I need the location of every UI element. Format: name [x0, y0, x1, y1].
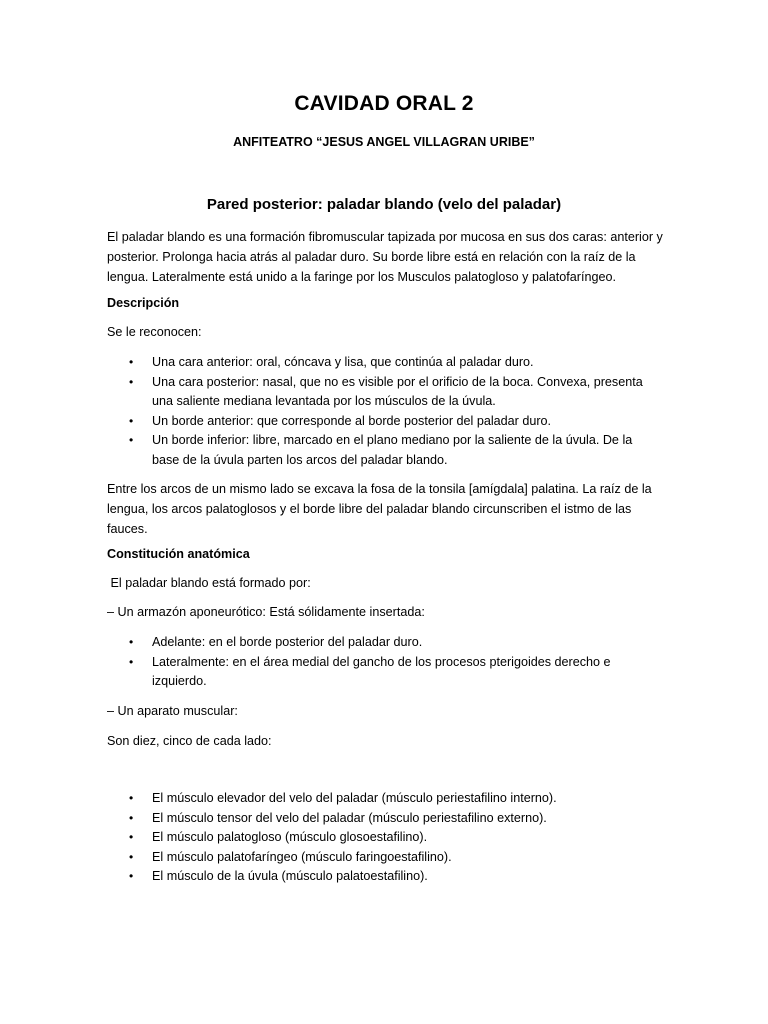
list-item-text: El músculo palatofaríngeo (músculo faringoestafilino).: [152, 849, 452, 864]
list-item: [107, 653, 652, 692]
list-item-text: El músculo tensor del velo del paladar (músculo periestafilino externo).: [152, 810, 547, 825]
descripcion-heading: Descripción: [107, 296, 180, 310]
section-heading: Pared posterior: paladar blando (velo del paladar): [206, 196, 562, 213]
bullet-icon: •: [129, 849, 134, 864]
page-subtitle: ANFITEATRO “JESUS ANGEL VILLAGRAN URIBE”: [233, 135, 535, 149]
bullet-icon: •: [129, 413, 134, 428]
arcos-paragraph: Entre los arcos de un mismo lado se excava la fosa de la tonsila [amígdala] palatina. La raíz de la lengua, los arcos palatoglosos y el borde libre del paladar blando circunscriben el istmo de las fauces.: [107, 482, 652, 536]
list-item-text: Un borde inferior: libre, marcado en el plano mediano por la saliente de la úvula. De la base de la úvula parten los arcos del paladar blando.: [152, 433, 633, 467]
bullet-icon: •: [129, 869, 134, 883]
list-item-text: Una cara anterior: oral, cóncava y lisa, que continúa al paladar duro.: [152, 355, 534, 369]
list-item: [107, 373, 652, 412]
list-item: [107, 828, 652, 848]
list-item-text: Una cara posterior: nasal, que no es visible por el orificio de la boca. Convexa, presenta una saliente mediana levantada por los músculos de la úvula.: [152, 374, 643, 408]
list-item: [107, 353, 652, 373]
bullet-icon: •: [129, 791, 134, 805]
list-item: [107, 809, 652, 829]
list-item-text: Lateralmente: en el área medial del gancho de los procesos pterigoides derecho e izquierdo.: [152, 654, 611, 688]
list-item: [107, 789, 652, 809]
bullet-icon: •: [129, 654, 134, 669]
list-item: [107, 431, 652, 470]
aparato-line: – Un aparato muscular:: [107, 704, 238, 718]
descripcion-list: [107, 353, 652, 470]
list-item: [107, 633, 652, 653]
formado-por-text: El paladar blando está formado por:: [107, 576, 311, 590]
musculos-list: [107, 789, 652, 887]
armazon-list: [107, 633, 652, 692]
list-item-text: El músculo palatogloso (músculo glosoestafilino).: [152, 830, 428, 844]
son-diez-text: Son diez, cinco de cada lado:: [107, 734, 272, 748]
bullet-icon: •: [129, 830, 134, 844]
list-item: [107, 412, 652, 432]
se-le-reconocen-text: Se le reconocen:: [107, 325, 202, 339]
armazon-line: – Un armazón aponeurótico: Está sólidamente insertada:: [107, 605, 425, 619]
page-title: CAVIDAD ORAL 2: [294, 92, 474, 115]
bullet-icon: •: [129, 355, 134, 369]
list-item-text: El músculo elevador del velo del paladar (músculo periestafilino interno).: [152, 791, 557, 805]
list-item: [107, 867, 652, 887]
bullet-icon: •: [129, 374, 134, 389]
bullet-icon: •: [129, 433, 134, 447]
intro-paragraph: El paladar blando es una formación fibromuscular tapizada por mucosa en sus dos caras: anterior y posterior. Prolonga hacia atrás al paladar duro. Su borde libre está en relación con la raíz de la lengua. Lateralmente está unido a la faringe por los Musculos palatogloso y palatofaríngeo.: [107, 230, 663, 284]
bullet-icon: •: [129, 810, 134, 825]
list-item-text: Adelante: en el borde posterior del paladar duro.: [152, 635, 423, 649]
list-item: [107, 848, 652, 868]
bullet-icon: •: [129, 635, 134, 649]
list-item-text: Un borde anterior: que corresponde al borde posterior del paladar duro.: [152, 413, 552, 428]
list-item-text: El músculo de la úvula (músculo palatoestafilino).: [152, 869, 428, 883]
constitucion-heading: Constitución anatómica: [107, 547, 250, 561]
